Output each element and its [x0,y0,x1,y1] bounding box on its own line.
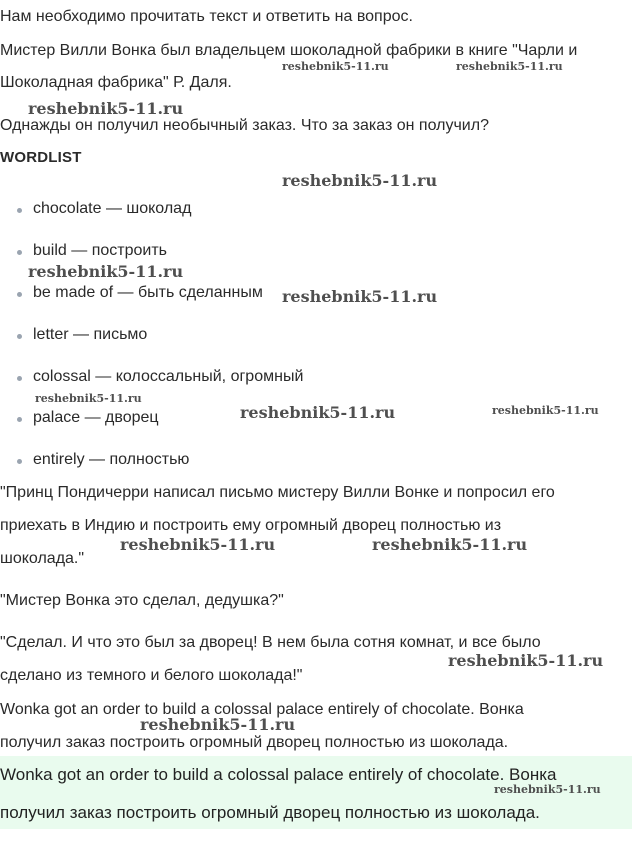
quote-1-line-1: "Принц Пондичерри написал письмо мистеру Вилли Вонке и попросил его [0,484,555,501]
wordlist-item: be made of — быть сделанным [33,284,263,301]
wordlist-item: palace — дворец [33,409,159,426]
watermark: reshebnik5-11.ru [448,651,604,670]
watermark: reshebnik5-11.ru [140,715,296,734]
watermark: reshebnik5-11.ru [492,404,599,417]
bullet-icon [17,334,22,339]
bullet-icon [17,250,22,255]
watermark: reshebnik5-11.ru [282,287,438,306]
watermark: reshebnik5-11.ru [494,783,601,796]
story-line-1: Мистер Вилли Вонка был владельцем шоколадной фабрики в книге "Чарли и [0,42,578,59]
bullet-icon [17,208,22,213]
question-text: Однажды он получил необычный заказ. Что за заказ он получил? [0,117,489,134]
wordlist-item: chocolate — шоколад [33,200,192,217]
quote-3-line-2: сделано из темного и белого шоколада!" [0,667,303,684]
wordlist-item: entirely — полностью [33,451,190,468]
watermark: reshebnik5-11.ru [28,262,184,281]
watermark: reshebnik5-11.ru [282,171,438,190]
wordlist-item: build — построить [33,242,167,259]
watermark: reshebnik5-11.ru [120,535,276,554]
bullet-icon [17,459,22,464]
watermark: reshebnik5-11.ru [35,392,142,405]
quote-2: "Мистер Вонка это сделал, дедушка?" [0,592,284,609]
highlighted-answer-line-1: Wonka got an order to build a colossal palace entirely of chocolate. Вонка [0,765,557,784]
bullet-icon [17,292,22,297]
watermark: reshebnik5-11.ru [456,60,563,73]
quote-1-line-3: шоколада." [0,550,85,567]
answer-line-2: получил заказ построить огромный дворец полностью из шоколада. [0,734,509,751]
story-line-2: Шоколадная фабрика" Р. Даля. [0,74,232,91]
watermark: reshebnik5-11.ru [240,403,396,422]
quote-1-line-2: приехать в Индию и построить ему огромный дворец полностью из [0,517,502,534]
watermark: reshebnik5-11.ru [28,99,184,118]
watermark: reshebnik5-11.ru [282,60,389,73]
highlighted-answer-line-2: получил заказ построить огромный дворец полностью из шоколада. [0,803,540,822]
quote-3-line-1: "Сделал. И что это был за дворец! В нем была сотня комнат, и все было [0,634,541,651]
wordlist-heading: WORDLIST [0,149,82,166]
wordlist-item: letter — письмо [33,326,148,343]
bullet-icon [17,376,22,381]
watermark: reshebnik5-11.ru [372,535,528,554]
bullet-icon [17,417,22,422]
task-text: Нам необходимо прочитать текст и ответить на вопрос. [0,8,413,25]
answer-line-1: Wonka got an order to build a colossal palace entirely of chocolate. Вонка [0,701,524,718]
wordlist-item: colossal — колоссальный, огромный [33,368,304,385]
